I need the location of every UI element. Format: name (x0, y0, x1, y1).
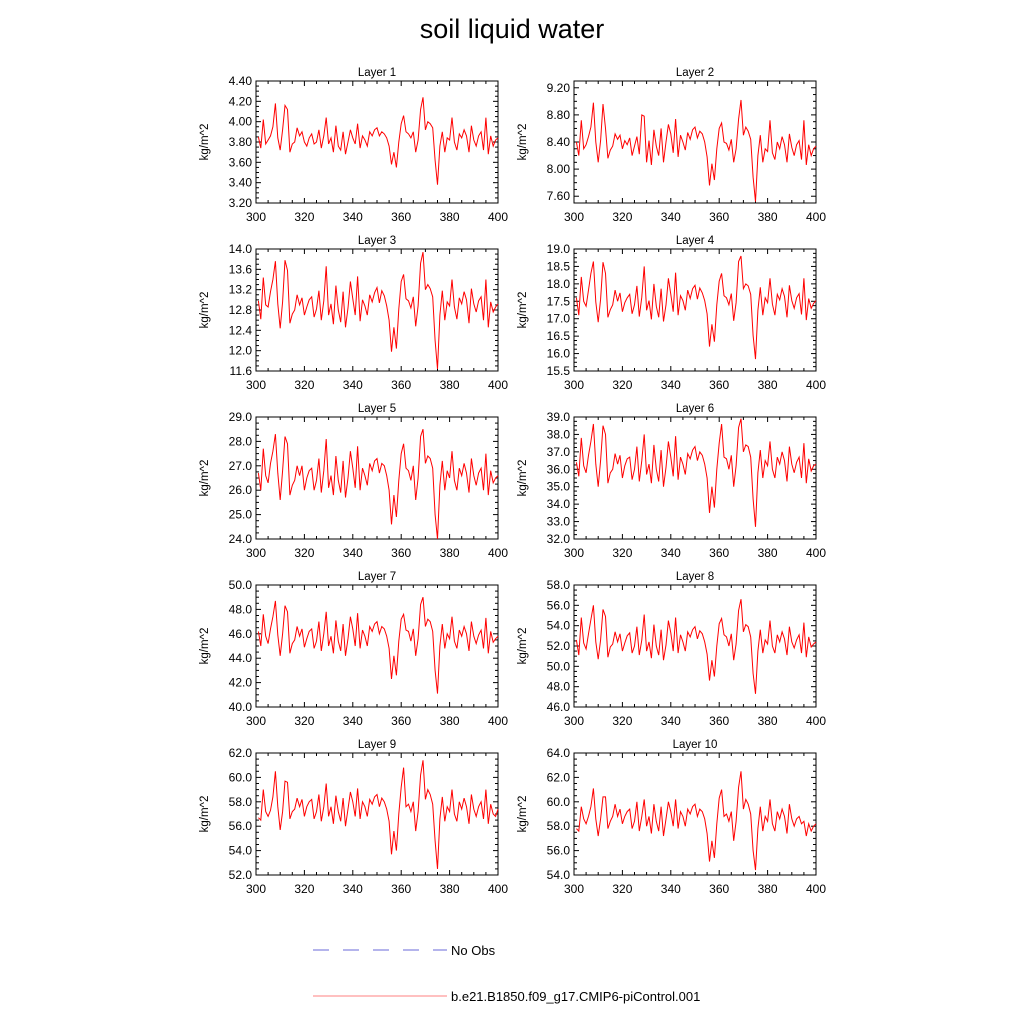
x-tick-label: 340 (660, 714, 681, 728)
y-tick-label: 60.0 (228, 770, 252, 785)
layer-panel (517, 571, 826, 728)
x-tick-label: 320 (294, 378, 315, 392)
y-tick-label: 3.60 (228, 155, 252, 170)
x-tick-label: 340 (660, 882, 681, 896)
series-line (576, 599, 816, 694)
x-tick-label: 320 (612, 378, 633, 392)
series-line (576, 100, 816, 202)
y-tick-label: 16.5 (546, 329, 570, 344)
x-tick-label: 400 (487, 546, 509, 560)
x-tick-label: 300 (563, 714, 585, 728)
x-tick-label: 340 (660, 378, 681, 392)
y-tick-label: 8.80 (546, 107, 570, 122)
panel-title: Layer 7 (357, 571, 397, 583)
y-tick-label: 12.8 (228, 303, 252, 317)
y-tick-label: 7.60 (546, 189, 570, 204)
page-title: soil liquid water (419, 14, 605, 44)
x-tick-label: 380 (757, 882, 778, 896)
x-tick-label: 300 (563, 378, 585, 392)
x-tick-label: 380 (757, 210, 778, 224)
y-axis-label: kg/m^2 (517, 459, 529, 497)
y-tick-label: 48.0 (228, 602, 252, 617)
x-tick-label: 400 (805, 882, 827, 896)
y-tick-label: 12.0 (228, 343, 252, 358)
x-tick-label: 380 (439, 210, 460, 224)
y-tick-label: 8.00 (546, 162, 570, 177)
series-line (258, 97, 498, 184)
x-tick-label: 340 (342, 546, 363, 560)
y-tick-label: 52.0 (546, 639, 570, 653)
x-tick-label: 360 (391, 378, 412, 392)
y-tick-label: 11.6 (229, 364, 252, 378)
y-tick-label: 62.0 (546, 770, 570, 785)
panel-title: Layer 10 (672, 739, 718, 751)
y-tick-label: 18.0 (546, 276, 570, 291)
x-tick-label: 320 (612, 546, 633, 560)
plot-frame (574, 585, 816, 707)
x-tick-label: 360 (391, 714, 412, 728)
x-tick-label: 380 (439, 546, 460, 560)
y-tick-label: 28.0 (228, 434, 252, 449)
panel-title: Layer 8 (675, 571, 715, 583)
y-tick-label: 18.5 (546, 259, 570, 274)
x-tick-label: 400 (487, 882, 509, 896)
legend-no-obs-label: No Obs (451, 943, 496, 958)
x-tick-label: 320 (294, 546, 315, 560)
series-line (576, 771, 816, 870)
y-tick-label: 19.0 (546, 242, 570, 256)
x-tick-label: 360 (391, 210, 412, 224)
x-tick-label: 300 (563, 546, 585, 560)
y-axis-label: kg/m^2 (199, 123, 211, 161)
y-tick-label: 9.20 (546, 80, 570, 95)
x-tick-label: 400 (487, 714, 509, 728)
y-tick-label: 44.0 (228, 651, 252, 666)
x-tick-label: 380 (757, 378, 778, 392)
chart-panels (199, 67, 826, 896)
panel-title: Layer 6 (675, 403, 715, 415)
x-tick-label: 380 (757, 546, 778, 560)
y-tick-label: 48.0 (546, 679, 570, 694)
series-line (258, 252, 498, 369)
y-axis-label: kg/m^2 (199, 459, 211, 497)
panel-title: Layer 3 (357, 235, 397, 247)
x-tick-label: 400 (487, 210, 509, 224)
y-tick-label: 33.0 (546, 514, 570, 529)
x-tick-label: 340 (342, 378, 363, 392)
y-tick-label: 36.0 (546, 462, 570, 477)
y-tick-label: 12.4 (228, 323, 252, 338)
panel-title: Layer 9 (357, 739, 397, 751)
y-tick-label: 54.0 (546, 868, 570, 882)
y-tick-label: 56.0 (546, 598, 570, 613)
x-tick-label: 300 (563, 210, 585, 224)
panel-title: Layer 1 (357, 67, 397, 79)
y-tick-label: 29.0 (228, 410, 252, 424)
x-tick-label: 340 (660, 546, 681, 560)
x-tick-label: 340 (342, 714, 363, 728)
y-axis-label: kg/m^2 (199, 291, 211, 329)
x-tick-label: 400 (805, 210, 827, 224)
y-tick-label: 3.20 (228, 196, 252, 210)
x-tick-label: 380 (757, 714, 778, 728)
y-tick-label: 17.5 (546, 294, 570, 309)
layer-panel (199, 571, 508, 728)
y-tick-label: 27.0 (228, 458, 252, 473)
panel-title: Layer 5 (357, 403, 397, 415)
y-tick-label: 13.6 (228, 262, 252, 277)
series-line (576, 256, 816, 359)
x-tick-label: 340 (660, 210, 681, 224)
plot-frame (574, 417, 816, 539)
legend (313, 943, 700, 1004)
y-axis-label: kg/m^2 (517, 291, 529, 329)
layer-panel (517, 235, 826, 392)
series-line (258, 760, 498, 869)
y-tick-label: 24.0 (228, 532, 252, 546)
series-line (258, 429, 498, 539)
y-tick-label: 64.0 (546, 746, 570, 760)
layer-panel (199, 67, 508, 224)
y-tick-label: 56.0 (546, 843, 570, 858)
x-tick-label: 400 (805, 378, 827, 392)
x-tick-label: 320 (612, 882, 633, 896)
plot-frame (574, 81, 816, 203)
y-tick-label: 3.80 (228, 135, 252, 149)
plot-frame (256, 81, 498, 203)
x-tick-label: 380 (439, 882, 460, 896)
x-tick-label: 320 (294, 714, 315, 728)
y-tick-label: 40.0 (228, 700, 252, 714)
x-tick-label: 300 (245, 882, 267, 896)
panel-title: Layer 2 (675, 67, 715, 79)
y-tick-label: 8.40 (546, 135, 570, 149)
x-tick-label: 360 (391, 546, 412, 560)
x-tick-label: 360 (709, 546, 730, 560)
x-tick-label: 380 (439, 714, 460, 728)
x-tick-label: 400 (487, 378, 509, 392)
y-tick-label: 4.20 (228, 94, 252, 109)
x-tick-label: 320 (612, 210, 633, 224)
legend-model-label: b.e21.B1850.f09_g17.CMIP6-piControl.001 (451, 989, 701, 1004)
y-tick-label: 25.0 (228, 507, 252, 522)
y-tick-label: 54.0 (546, 618, 570, 633)
y-tick-label: 58.0 (546, 578, 570, 592)
x-tick-label: 320 (612, 714, 633, 728)
x-tick-label: 340 (342, 882, 363, 896)
y-tick-label: 58.0 (228, 794, 252, 809)
y-tick-label: 46.0 (228, 626, 252, 641)
x-tick-label: 360 (709, 210, 730, 224)
y-tick-label: 4.40 (228, 74, 252, 88)
plot-frame (256, 753, 498, 875)
plot-frame (574, 753, 816, 875)
layer-panel (517, 403, 826, 560)
y-tick-label: 50.0 (228, 578, 252, 592)
x-tick-label: 360 (391, 882, 412, 896)
x-tick-label: 400 (805, 714, 827, 728)
y-tick-label: 13.2 (228, 282, 252, 297)
x-tick-label: 400 (805, 546, 827, 560)
x-tick-label: 300 (245, 714, 267, 728)
series-line (576, 419, 816, 527)
x-tick-label: 300 (245, 210, 267, 224)
x-tick-label: 360 (709, 378, 730, 392)
layer-panel (199, 739, 508, 896)
y-tick-label: 3.40 (228, 175, 252, 190)
y-axis-label: kg/m^2 (517, 627, 529, 665)
x-tick-label: 300 (245, 378, 267, 392)
plot-frame (256, 417, 498, 539)
y-tick-label: 56.0 (228, 819, 252, 834)
x-tick-label: 300 (563, 882, 585, 896)
x-tick-label: 340 (342, 210, 363, 224)
layer-panel (517, 67, 826, 224)
y-tick-label: 4.00 (228, 114, 252, 129)
y-axis-label: kg/m^2 (517, 795, 529, 833)
plot-frame (256, 249, 498, 371)
layer-panel (199, 403, 508, 560)
y-tick-label: 62.0 (228, 746, 252, 760)
x-tick-label: 380 (439, 378, 460, 392)
y-tick-label: 52.0 (228, 868, 252, 882)
layer-panel (517, 739, 826, 896)
y-axis-label: kg/m^2 (517, 123, 529, 161)
y-tick-label: 37.0 (546, 444, 570, 459)
x-tick-label: 360 (709, 882, 730, 896)
y-tick-label: 50.0 (546, 659, 570, 674)
x-tick-label: 360 (709, 714, 730, 728)
y-tick-label: 60.0 (546, 794, 570, 809)
y-tick-label: 58.0 (546, 819, 570, 834)
y-tick-label: 39.0 (546, 410, 570, 424)
series-line (258, 597, 498, 693)
y-tick-label: 16.0 (546, 346, 570, 361)
y-axis-label: kg/m^2 (199, 627, 211, 665)
y-tick-label: 46.0 (546, 700, 570, 714)
layer-panel (199, 235, 508, 392)
y-tick-label: 54.0 (228, 843, 252, 858)
y-tick-label: 26.0 (228, 483, 252, 498)
y-tick-label: 15.5 (546, 364, 570, 378)
plot-frame (256, 585, 498, 707)
panel-title: Layer 4 (675, 235, 715, 247)
y-tick-label: 14.0 (228, 242, 252, 256)
y-tick-label: 32.0 (546, 532, 570, 546)
y-tick-label: 42.0 (228, 675, 252, 690)
y-axis-label: kg/m^2 (199, 795, 211, 833)
y-tick-label: 38.0 (546, 427, 570, 442)
x-tick-label: 320 (294, 882, 315, 896)
y-tick-label: 35.0 (546, 479, 570, 494)
x-tick-label: 320 (294, 210, 315, 224)
y-tick-label: 17.0 (546, 311, 570, 326)
x-tick-label: 300 (245, 546, 267, 560)
y-tick-label: 34.0 (546, 497, 570, 512)
